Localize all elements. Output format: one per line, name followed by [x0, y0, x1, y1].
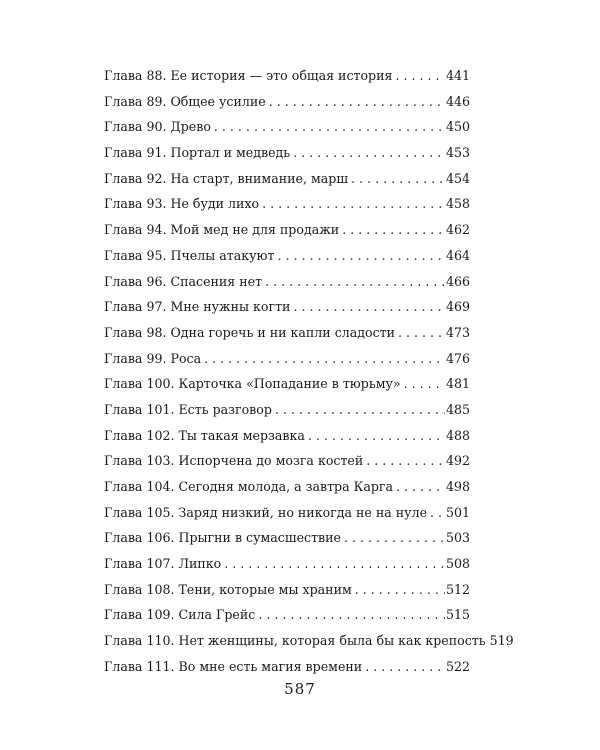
- dot-leader: [344, 525, 445, 551]
- dot-leader: [351, 166, 445, 192]
- dot-leader: [430, 500, 445, 526]
- dot-leader: [293, 140, 445, 166]
- toc-entry-title: Глава 99. Роса: [104, 350, 202, 366]
- dot-leader: [308, 423, 445, 449]
- toc-entry-title: Глава 97. Мне нужны когти: [104, 299, 291, 315]
- dot-leader: [224, 551, 445, 577]
- toc-entry-page: 501: [445, 504, 470, 520]
- toc-entry: [104, 654, 470, 680]
- toc-entry-page: 492: [445, 453, 470, 469]
- dot-leader: [265, 269, 445, 295]
- toc-entry: [104, 63, 470, 89]
- toc-entry: [104, 269, 470, 295]
- toc-entry: [104, 217, 470, 243]
- dot-leader: [398, 320, 445, 346]
- toc-entry: [104, 191, 470, 217]
- toc-entry-page: 498: [445, 479, 470, 494]
- toc-entry-page: 485: [445, 401, 470, 417]
- toc-entry-title: Глава 98. Одна горечь и ни капли сладости: [104, 324, 396, 340]
- dot-leader: [262, 191, 445, 217]
- toc-entry-page: 508: [445, 556, 470, 572]
- dot-leader: [258, 602, 445, 628]
- toc-entry: [104, 448, 470, 474]
- toc-entry-page: 458: [445, 196, 470, 212]
- dot-leader: [342, 217, 445, 243]
- toc-entry-title: Глава 92. На старт, внимание, марш: [104, 170, 349, 186]
- toc-entry-page: 473: [445, 324, 470, 340]
- toc-entry: [104, 243, 470, 269]
- toc-entry-title: Глава 108. Тени, которые мы храним: [104, 581, 352, 597]
- toc-entry-title: Глава 90. Древо: [104, 119, 211, 135]
- toc-entry: [104, 346, 470, 372]
- toc-entry-title: Глава 95. Пчелы атакуют: [104, 247, 275, 263]
- toc-entry-title: Глава 109. Сила Грейс: [104, 607, 256, 623]
- toc-entry-title: Глава 103. Испорчена до мозга костей: [104, 453, 364, 469]
- toc-entry-page: 466: [445, 273, 470, 289]
- dot-leader: [269, 89, 445, 115]
- toc-entry: [104, 166, 470, 192]
- toc-entry: [104, 500, 470, 526]
- toc-entry-title: Глава 110. Нет женщины, которая была бы как крепость: [104, 633, 486, 649]
- toc-entry: [104, 525, 470, 551]
- toc-entry-title: Глава 88. Ее история — это общая история: [104, 68, 393, 83]
- dot-leader: [365, 654, 445, 680]
- toc-entry-page: 522: [445, 658, 470, 674]
- toc-entry: [104, 89, 470, 115]
- toc-entry-title: Глава 107. Липко: [104, 556, 222, 572]
- toc-entry-title: Глава 106. Прыгни в сумасшествие: [104, 530, 341, 546]
- toc-entry: [104, 320, 470, 346]
- toc-entry-page: 446: [445, 93, 470, 109]
- toc-entry: [104, 551, 470, 577]
- toc-entry-title: Глава 96. Спасения нет: [104, 273, 263, 289]
- toc-entry-title: Глава 91. Портал и медведь: [104, 145, 291, 161]
- toc-entry-page: 503: [445, 530, 470, 546]
- toc-entry-page: 454: [445, 170, 470, 186]
- toc-entry-page: 462: [445, 222, 470, 238]
- toc-entry-page: 453: [445, 145, 470, 161]
- dot-leader: [277, 243, 444, 269]
- dot-leader: [366, 448, 445, 474]
- toc-entry-page: 469: [445, 299, 470, 315]
- page-number: 587: [284, 680, 316, 698]
- toc-entry-title: Глава 94. Мой мед не для продажи: [104, 222, 340, 238]
- toc-entry-title: Глава 89. Общее усилие: [104, 93, 266, 109]
- dot-leader: [214, 114, 445, 140]
- toc-entry-page: 515: [445, 607, 470, 623]
- toc-entry: [104, 577, 470, 603]
- table-of-contents: [104, 63, 514, 680]
- toc-entry: [104, 423, 470, 449]
- toc-entry: [104, 602, 470, 628]
- dot-leader: [293, 294, 445, 320]
- toc-entry-page: 512: [445, 581, 470, 597]
- toc-entry: [104, 397, 470, 423]
- dot-leader: [275, 397, 445, 423]
- toc-entry: [104, 294, 470, 320]
- toc-entry-page: 481: [445, 376, 470, 392]
- dot-leader: [355, 577, 445, 603]
- toc-entry-title: Глава 93. Не буди лихо: [104, 196, 260, 212]
- toc-entry-title: Глава 101. Есть разговор: [104, 401, 272, 417]
- toc-entry: [104, 628, 514, 654]
- toc-entry-page: 488: [445, 427, 470, 443]
- toc-entry: [104, 371, 470, 397]
- toc-entry-title: Глава 100. Карточка «Попадание в тюрьму»: [104, 376, 401, 392]
- dot-leader: [404, 371, 445, 397]
- dot-leader: [396, 474, 445, 500]
- toc-entry-page: 464: [445, 247, 470, 263]
- toc-entry: [104, 474, 470, 500]
- toc-entry: [104, 114, 470, 140]
- toc-entry-title: Глава 104. Сегодня молода, а завтра Карга: [104, 479, 394, 494]
- toc-entry-title: Глава 111. Во мне есть магия времени: [104, 658, 363, 674]
- toc-entry-page: 476: [445, 350, 470, 366]
- toc-entry-page: 441: [445, 68, 470, 83]
- dot-leader: [395, 63, 444, 89]
- toc-entry-title: Глава 102. Ты такая мерзавка: [104, 427, 305, 443]
- toc-entry: [104, 140, 470, 166]
- toc-entry-page: 519: [489, 633, 514, 649]
- toc-entry-page: 450: [445, 119, 470, 135]
- toc-entry-title: Глава 105. Заряд низкий, но никогда не на нуле: [104, 504, 428, 520]
- dot-leader: [204, 346, 445, 372]
